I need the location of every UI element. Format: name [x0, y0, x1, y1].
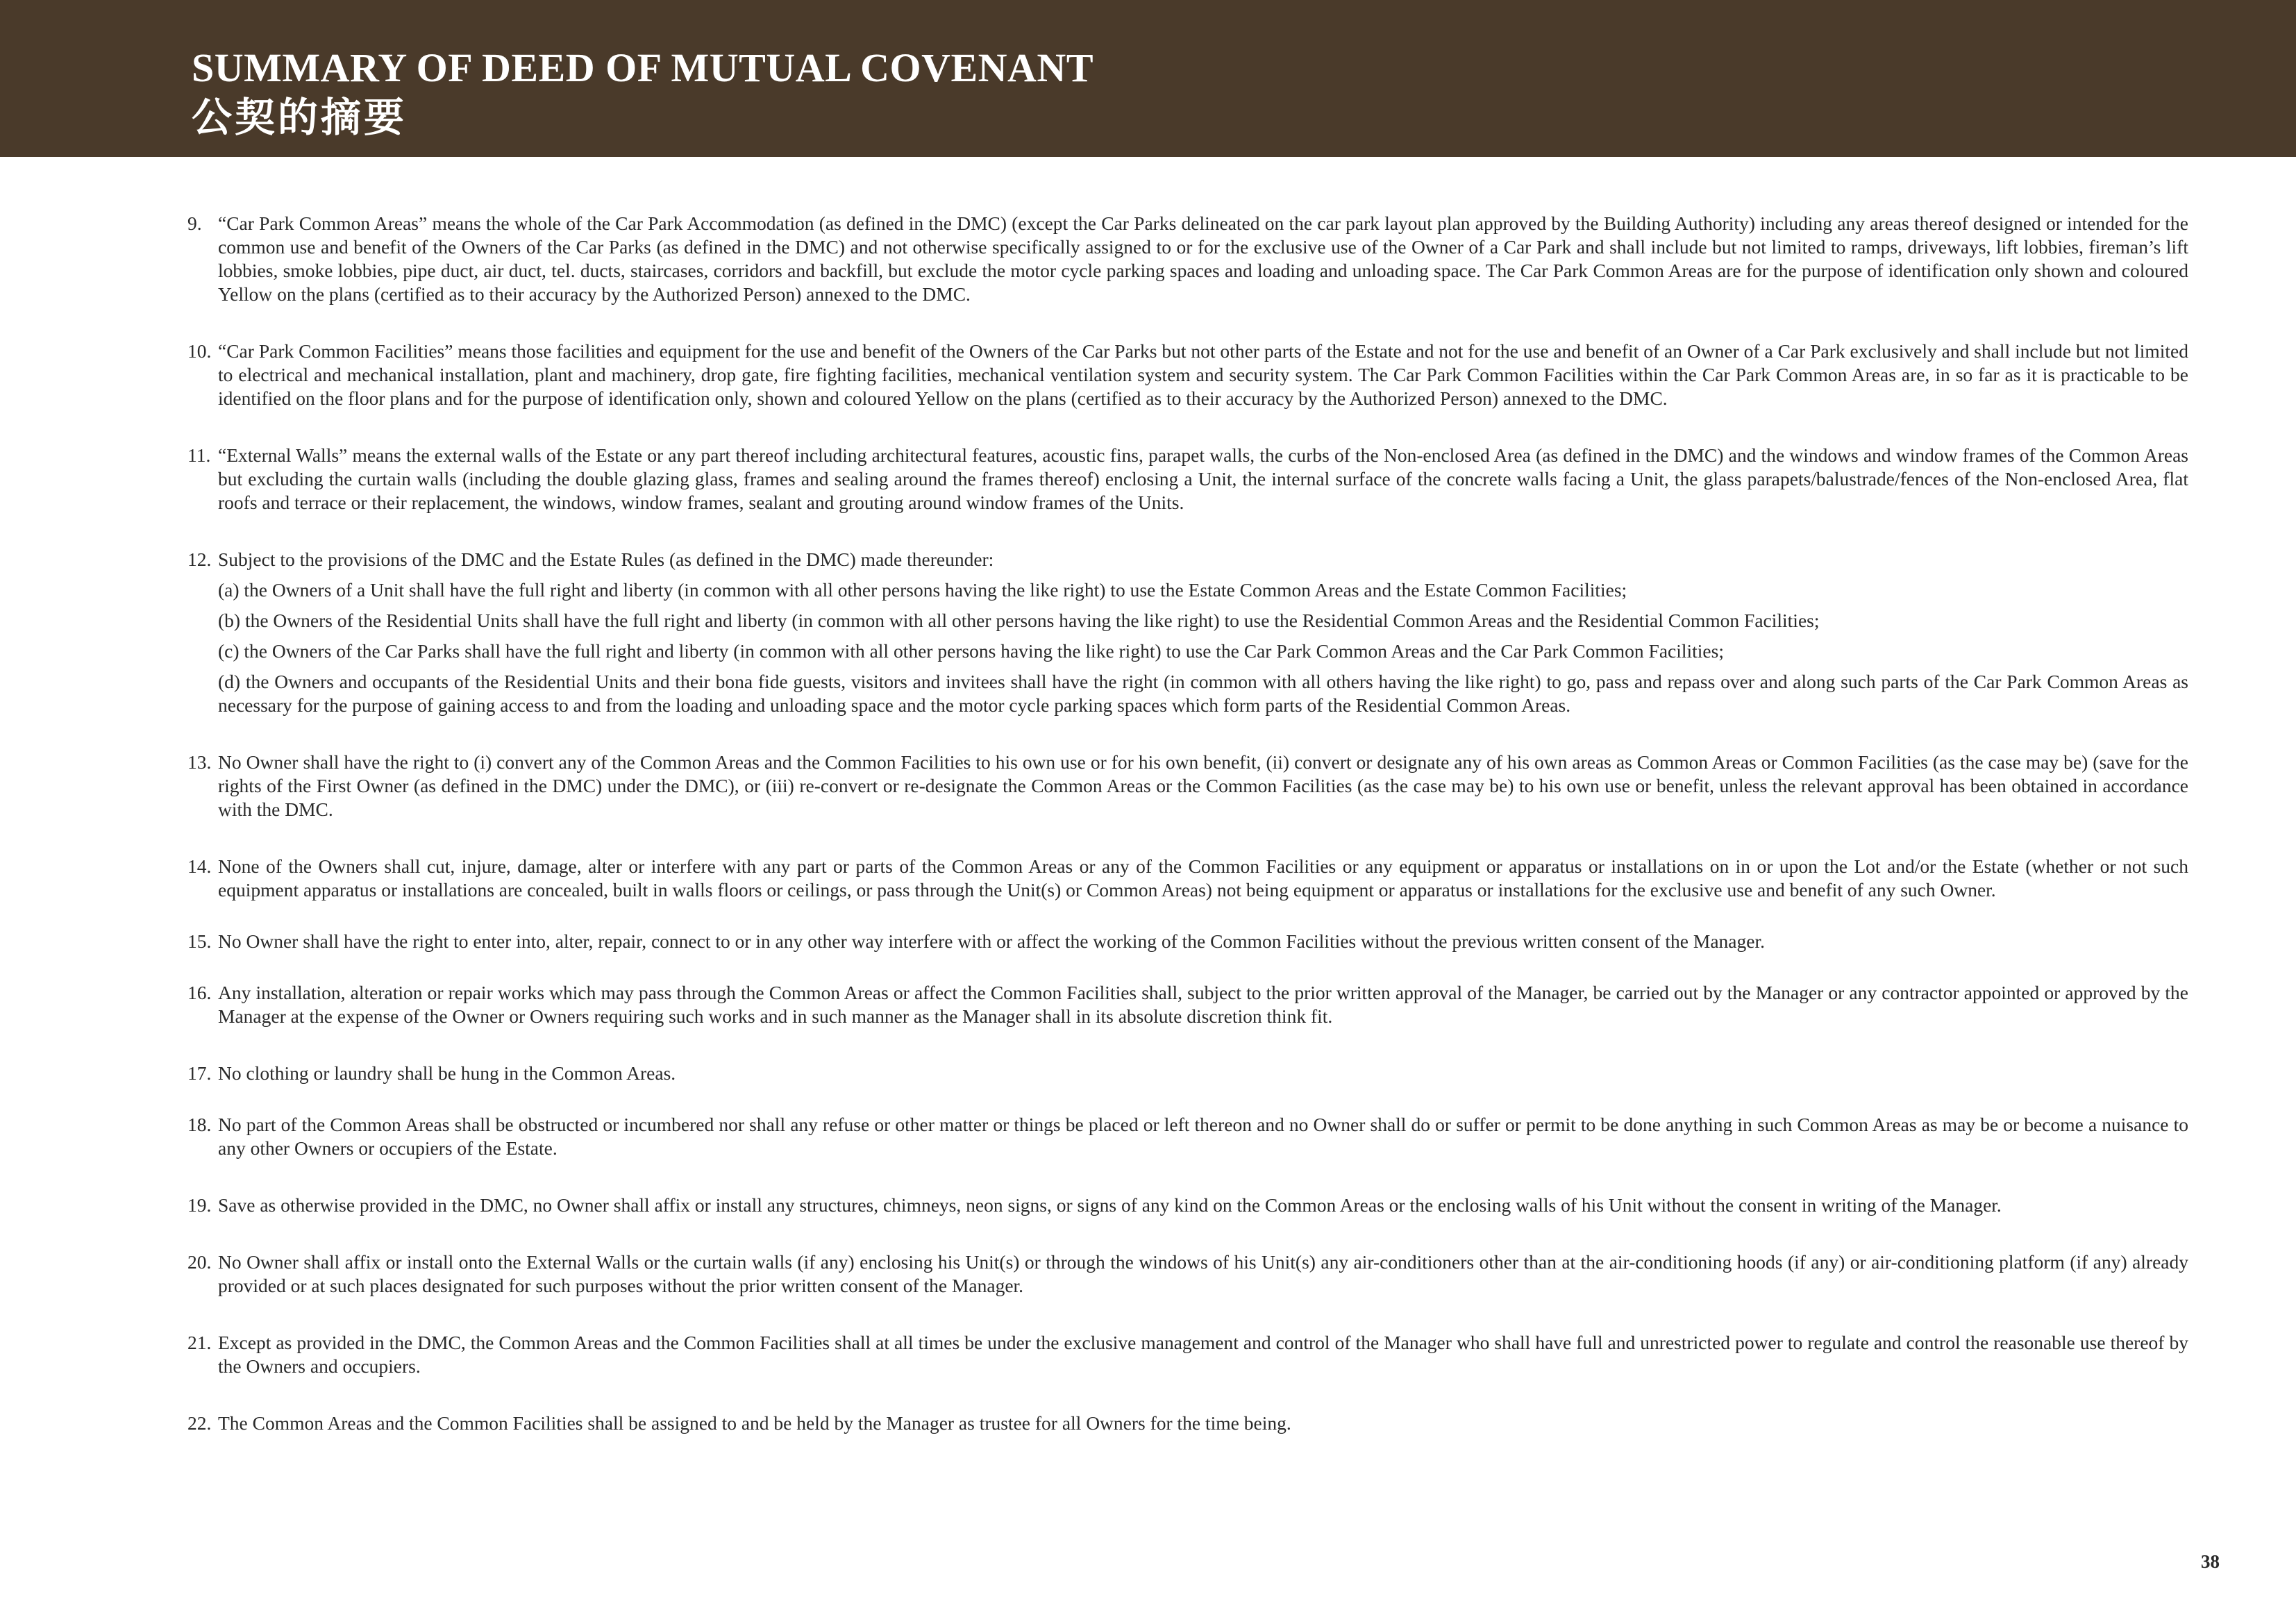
clause-body [218, 930, 2188, 953]
clause-item [187, 1062, 2188, 1085]
clause-text: No part of the Common Areas shall be obstructed or incumbered nor shall any refuse or other matter or things be placed or left thereon and no Owner shall do or suffer or permit to be done anything in such Common Areas as may be or become a nuisance to any other Owners or occupiers of the Estate. [218, 1114, 2188, 1159]
clause-body [218, 855, 2188, 902]
clause-item [187, 212, 2188, 306]
clause-item [187, 1113, 2188, 1160]
clause-body [218, 1412, 2188, 1435]
clause-text: Except as provided in the DMC, the Common Areas and the Common Facilities shall at all times be under the exclusive management and control of the Manager who shall have full and unrestricted power to regulate and control the reasonable use thereof by the Owners and occupiers. [218, 1332, 2188, 1377]
clause-body [218, 751, 2188, 821]
sub-clause-text: (a) the Owners of a Unit shall have the full right and liberty (in common with all other persons having the like right) to use the Estate Common Areas and the Estate Common Facilities; [218, 579, 1627, 601]
clause-item [187, 1250, 2188, 1298]
page-number: 38 [2201, 1551, 2220, 1572]
clause-item [187, 981, 2188, 1028]
clause-text: “Car Park Common Facilities” means those facilities and equipment for the use and benefit of the Owners of the Car Parks but not other parts of the Estate and not for the use and benefit of an Owner of a Car Park exclusively and shall include but not limited to electrical and mechanical installation, plant and machinery, drop gate, fire fighting facilities, mechanical ventilation system and security system. The Car Park Common Facilities within the Car Park Common Areas are, in so far as it is practicable to be identified on the floor plans and for the purpose of identification only, shown and coloured Yellow on the plans (certified as to their accuracy by the Authorized Person) annexed to the DMC. [218, 340, 2188, 409]
clause-body [218, 444, 2188, 514]
clause-number: 13. [187, 751, 212, 773]
clause-text: “Car Park Common Areas” means the whole of the Car Park Accommodation (as defined in the DMC) (except the Car Parks delineated on the car park layout plan approved by the Building Authority) including any areas thereof designed or intended for the common use and benefit of the Owners of the Car Parks (as defined in the DMC) and not otherwise specifically assigned to or for the exclusive use of the Owner of a Car Park and shall include but not limited to ramps, driveways, lift lobbies, fireman’s lift lobbies, smoke lobbies, pipe duct, air duct, tel. ducts, staircases, corridors and backfill, but exclude the motor cycle parking spaces and loading and unloading space. The Car Park Common Areas are for the purpose of identification only shown and coloured Yellow on the plans (certified as to their accuracy by the Authorized Person) annexed to the DMC. [218, 212, 2188, 305]
clause-number: 21. [187, 1332, 212, 1353]
clause-text: No clothing or laundry shall be hung in the Common Areas. [218, 1062, 676, 1084]
title-english: SUMMARY OF DEED OF MUTUAL COVENANT [192, 45, 1094, 90]
clause-text: “External Walls” means the external walls of the Estate or any part thereof including architectural features, acoustic fins, parapet walls, the curbs of the Non-enclosed Area (as defined in the DMC) and the windows and window frames of the Common Areas but excluding the curtain walls (including the double glazing glass, frames and sealing around the frames thereof) enclosing a Unit, the internal surface of the concrete walls facing a Unit, the glass parapets/balustrade/fences of the Non-enclosed Area, flat roofs and terrace or their replacement, the windows, window frames, sealant and grouting around window frames of the Units. [218, 444, 2188, 513]
clause-number: 20. [187, 1251, 212, 1273]
clause-body [218, 340, 2188, 410]
sub-clause-text: (b) the Owners of the Residential Units shall have the full right and liberty (in common with all other persons having the like right) to use the Residential Common Areas and the Residential Common Facilities; [218, 610, 1820, 631]
clause-number: 16. [187, 982, 212, 1003]
clause-number: 12. [187, 549, 212, 570]
clause-item [187, 930, 2188, 953]
clause-body [218, 548, 2188, 717]
clause-number: 18. [187, 1114, 212, 1135]
page-header [0, 0, 2296, 157]
title-chinese: 公契的摘要 [192, 94, 408, 141]
clause-item [187, 340, 2188, 410]
clause-body [218, 1113, 2188, 1160]
clause-text: Subject to the provisions of the DMC and the Estate Rules (as defined in the DMC) made thereunder: [218, 549, 994, 570]
clause-body [218, 1331, 2188, 1378]
clause-body [218, 1062, 2188, 1085]
clause-number: 11. [187, 444, 211, 466]
clause-item [187, 1194, 2188, 1217]
clause-number: 15. [187, 930, 212, 952]
clause-text: Save as otherwise provided in the DMC, no Owner shall affix or install any structures, chimneys, neon signs, or signs of any kind on the Common Areas or the enclosing walls of his Unit without the consent in writing of the Manager. [218, 1194, 2002, 1216]
clause-number: 17. [187, 1062, 212, 1084]
sub-clause-text: (d) the Owners and occupants of the Residential Units and their bona fide guests, visitors and invitees shall have the right (in common with all others having the like right) to go, pass and repass over and along such parts of the Car Park Common Areas as necessary for the purpose of gaining access to and from the loading and unloading space and the motor cycle parking spaces which form parts of the Residential Common Areas. [218, 671, 2188, 716]
clause-text: No Owner shall affix or install onto the External Walls or the curtain walls (if any) enclosing his Unit(s) or through the windows of his Unit(s) any air-conditioners other than at the air-conditioning hoods (if any) or air-conditioning platform (if any) already provided or at such places designated for such purposes without the prior written consent of the Manager. [218, 1251, 2188, 1296]
clause-body [218, 981, 2188, 1028]
clause-item [187, 1412, 2188, 1435]
clause-text: Any installation, alteration or repair works which may pass through the Common Areas or affect the Common Facilities shall, subject to the prior written approval of the Manager, be carried out by the Manager or any contractor appointed or approved by the Manager at the expense of the Owner or Owners requiring such works and in such manner as the Manager shall in its absolute discretion think fit. [218, 982, 2188, 1027]
clause-item [187, 855, 2188, 902]
clause-text: The Common Areas and the Common Facilities shall be assigned to and be held by the Manager as trustee for all Owners for the time being. [218, 1412, 1291, 1434]
clause-item [187, 444, 2188, 514]
clause-item [187, 751, 2188, 821]
clause-item [187, 1331, 2188, 1378]
clause-text: None of the Owners shall cut, injure, damage, alter or interfere with any part or parts of the Common Areas or any of the Common Facilities or any equipment or apparatus or installations on in or upon the Lot and/or the Estate (whether or not such equipment apparatus or installations are concealed, built in walls floors or ceilings, or pass through the Unit(s) or Common Areas) not being equipment or apparatus or installations for the exclusive use and benefit of any such Owner. [218, 855, 2188, 901]
clause-text: No Owner shall have the right to enter into, alter, repair, connect to or in any other way interfere with or affect the working of the Common Facilities without the previous written consent of the Manager. [218, 930, 1765, 952]
clause-list [187, 212, 2188, 1435]
clause-number: 10. [187, 340, 212, 362]
clause-text: No Owner shall have the right to (i) convert any of the Common Areas and the Common Facilities to his own use or for his own benefit, (ii) convert or designate any of his own areas as Common Areas or Common Facilities (as the case may be) (save for the rights of the First Owner (as defined in the DMC) under the DMC), or (iii) re-convert or re-designate the Common Areas or the Common Facilities (as the case may be) to his own use or benefit, unless the relevant approval has been obtained in accordance with the DMC. [218, 751, 2188, 820]
clause-number: 14. [187, 855, 212, 877]
clause-body [218, 1194, 2188, 1217]
clause-body [218, 1250, 2188, 1298]
clause-number: 9. [187, 212, 202, 234]
clause-number: 19. [187, 1194, 212, 1216]
clause-item [187, 548, 2188, 717]
sub-clause-text: (c) the Owners of the Car Parks shall have the full right and liberty (in common with all other persons having the like right) to use the Car Park Common Areas and the Car Park Common Facilities; [218, 640, 1724, 662]
clause-number: 22. [187, 1412, 212, 1434]
clause-body [218, 212, 2188, 306]
